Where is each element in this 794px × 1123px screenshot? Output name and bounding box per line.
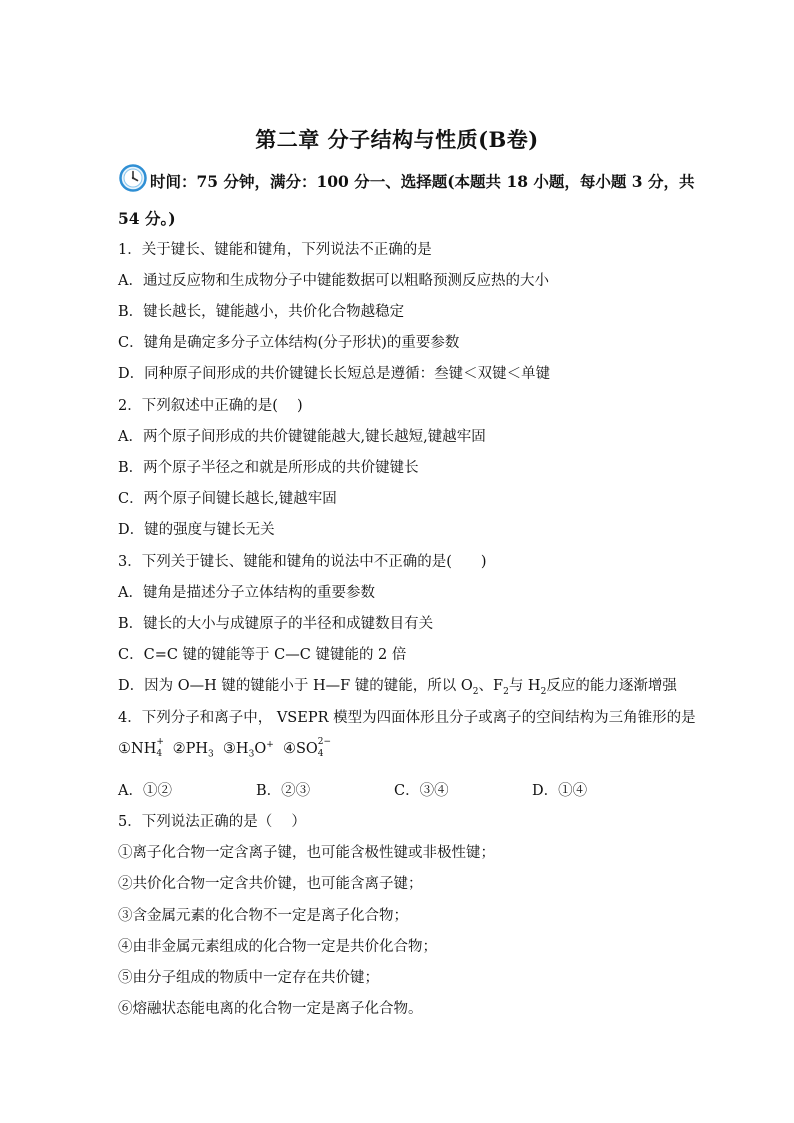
q4-option-a: A．①②: [118, 783, 172, 799]
q2-stem: 2．下列叙述中正确的是( ): [118, 398, 303, 414]
q1-stem: 1．关于键长、键能和键角，下列说法不正确的是: [118, 242, 432, 258]
q4-item-3-sub: 3: [248, 749, 255, 760]
q4-options: [118, 779, 670, 800]
q4-item-4-formula: SO: [295, 740, 318, 757]
q4-species-list: [118, 737, 332, 760]
q4-item-3-mark: ③: [222, 740, 236, 757]
page-title: 第二章 分子结构与性质(B卷): [255, 127, 539, 152]
q5-statement-2: ②共价化合物一定含共价键，也可能含离子键；: [118, 876, 423, 892]
q2-option-c: C．两个原子间键长越长,键越牢固: [118, 491, 337, 507]
q5-statement-1: ①离子化合物一定含离子键，也可能含极性键或非极性键；: [118, 845, 495, 861]
q5-statement-5: ⑤由分子组成的物质中一定存在共价键；: [118, 970, 379, 986]
q3-option-a: A．键角是描述分子立体结构的重要参数: [118, 585, 375, 601]
q4-stem: 4．下列分子和离子中， VSEPR 模型为四面体形且分子或离子的空间结构为三角锥形的是: [118, 710, 696, 726]
q4-item-1-formula: NH: [131, 740, 157, 757]
q4-item-4-mark: ④: [282, 740, 296, 757]
q2-option-d: D．键的强度与键长无关: [118, 522, 275, 538]
q4-item-2-formula: PH: [185, 740, 208, 757]
q3-d-sub-1: 2: [472, 686, 479, 697]
q4-item-4-sub: 4: [317, 749, 324, 759]
q3-stem: 3．下列关于键长、键能和键角的说法中不正确的是( ): [118, 554, 487, 570]
q4-item-3-o: O: [254, 740, 267, 757]
q4-item-4-charge: [317, 737, 332, 759]
q3-d-text-3: 与 H: [508, 678, 541, 694]
q4-item-2-sub: 3: [207, 749, 214, 760]
q1-option-b: B．键长越长，键能越小，共价化合物越稳定: [118, 304, 405, 320]
q1-option-d: D．同种原子间形成的共价键键长长短总是遵循：叁键＜双键＜单键: [118, 366, 551, 382]
q5-statement-4: ④由非金属元素组成的化合物一定是共价化合物；: [118, 939, 437, 955]
q4-item-4-sup: 2−: [317, 737, 332, 747]
q3-option-c: C．C=C 键的键能等于 C—C 键键能的 2 倍: [118, 647, 407, 663]
q1-option-a: A．通过反应物和生成物分子中键能数据可以粗略预测反应热的大小: [118, 273, 549, 289]
q4-option-b: B．②③: [256, 783, 311, 799]
exam-info-line-2: 54 分。): [118, 209, 176, 228]
q3-d-sub-3: 2: [540, 686, 547, 697]
q4-item-1-sub: 4: [156, 749, 163, 759]
clock-icon: [118, 163, 148, 193]
q4-item-1-charge: [156, 737, 164, 759]
q4-item-3-formula: H: [235, 740, 249, 757]
q3-d-text-1: D．因为 O—H 键的键能小于 H—F 键的键能，所以 O: [118, 678, 473, 694]
q3-d-text-2: 、F: [478, 678, 504, 694]
q4-option-d: D．①④: [532, 783, 588, 799]
q3-option-b: B．键长的大小与成键原子的半径和成键数目有关: [118, 616, 434, 632]
q5-stem: 5．下列说法正确的是（ ）: [118, 814, 306, 830]
q4-item-3-sup: +: [266, 740, 274, 750]
q1-option-c: C．键角是确定多分子立体结构(分子形状)的重要参数: [118, 335, 460, 351]
exam-info-line-1: 时间：75 分钟，满分：100 分一、选择题(本题共 18 小题，每小题 3 分，共: [150, 172, 695, 191]
q2-option-b: B．两个原子半径之和就是所形成的共价键键长: [118, 460, 419, 476]
q3-d-sub-2: 2: [503, 686, 509, 697]
q4-item-2-mark: ②: [172, 740, 186, 757]
q4-item-1-sup: +: [156, 737, 164, 747]
q4-item-1-mark: ①: [118, 740, 131, 757]
q5-statement-3: ③含金属元素的化合物不一定是离子化合物；: [118, 908, 408, 924]
q3-d-text-4: 反应的能力逐渐增强: [546, 678, 677, 694]
q4-option-c: C．③④: [394, 783, 449, 799]
q3-option-d: [118, 674, 677, 697]
q2-option-a: A．两个原子间形成的共价键键能越大,键长越短,键越牢固: [118, 429, 486, 445]
q5-statement-6: ⑥熔融状态能电离的化合物一定是离子化合物。: [118, 1001, 423, 1017]
